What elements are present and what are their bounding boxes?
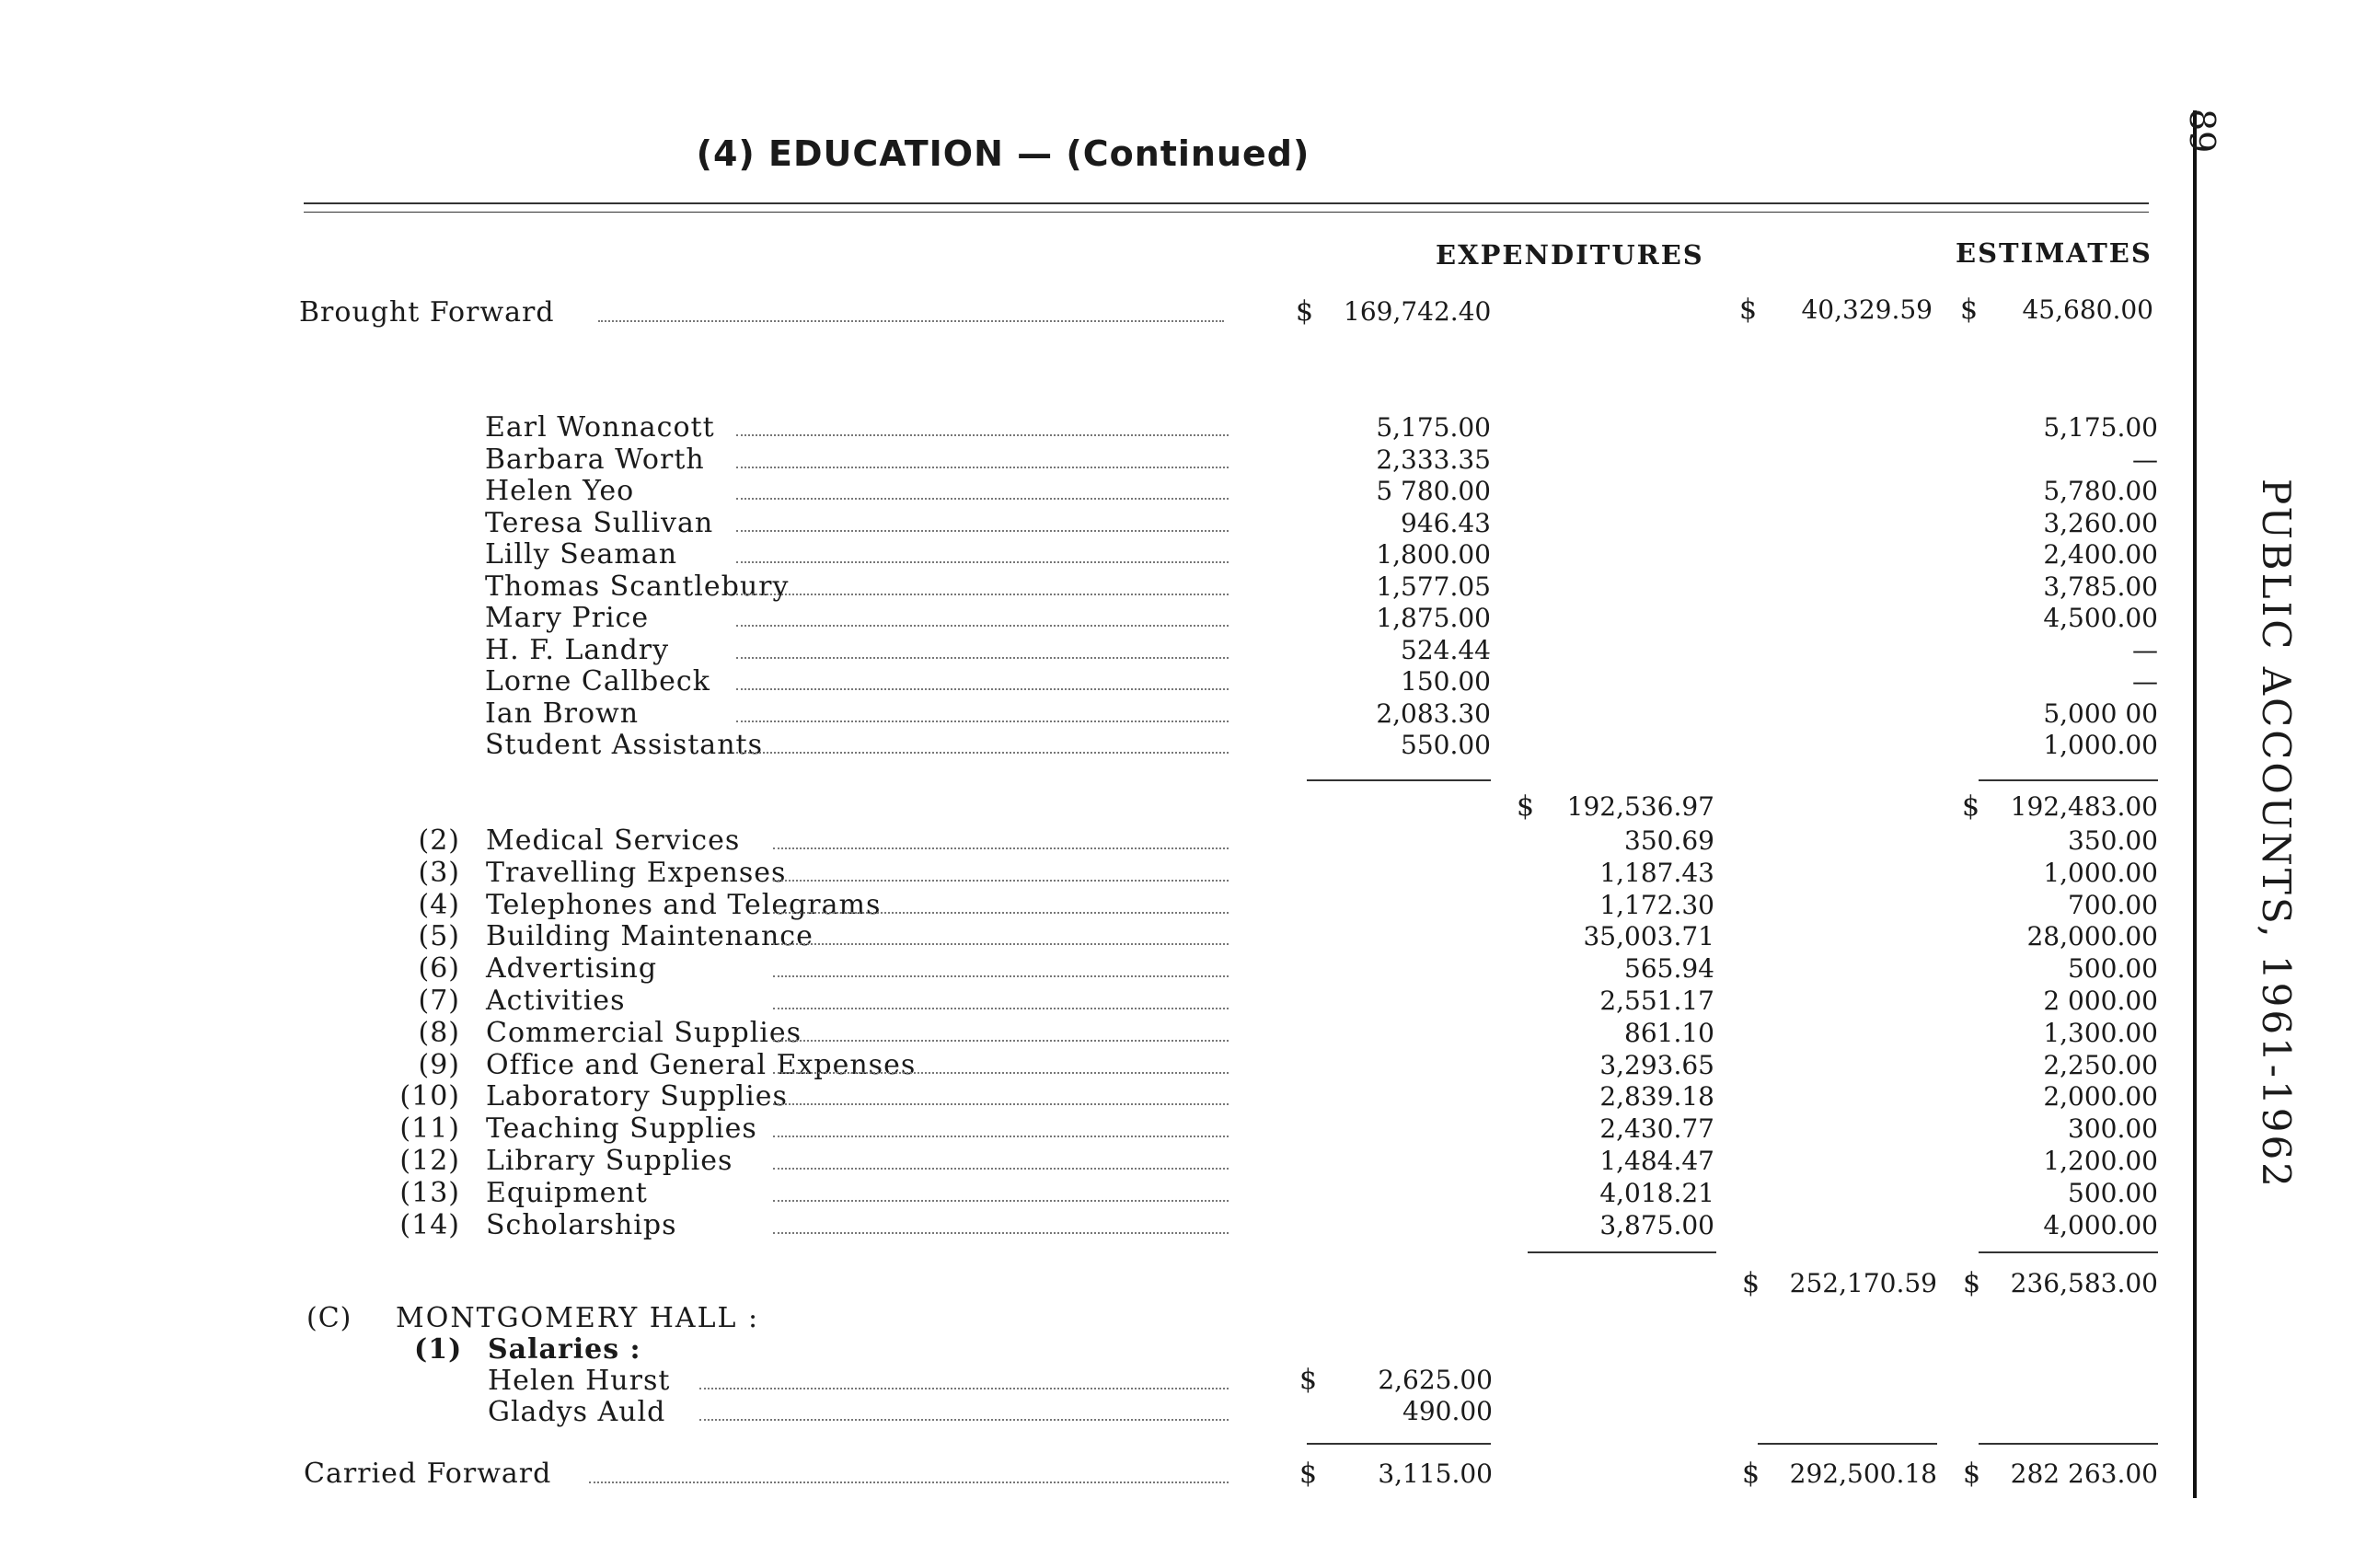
salary-name: Helen Yeo (485, 475, 635, 507)
salary-expenditure: 5,175.00 (1376, 412, 1491, 443)
leader-dots (736, 594, 1229, 595)
salary-name: Thomas Scantlebury (485, 570, 790, 603)
salaries-subheading: Salaries : (488, 1333, 641, 1366)
item-number: (9) (418, 1048, 460, 1081)
salary-expenditure: 550.00 (1401, 730, 1491, 760)
leader-dots (773, 880, 1229, 882)
item-estimate: 28,000.00 (2026, 921, 2158, 952)
salaries-subheading-num: (1) (414, 1333, 463, 1366)
leader-dots (699, 1388, 1229, 1389)
salary-estimate: 5,780.00 (2043, 476, 2158, 506)
salary-estimate: — (2132, 444, 2158, 475)
leader-dots (736, 721, 1229, 722)
item-expenditure: 565.94 (1624, 953, 1714, 985)
currency-symbol: $ (1517, 790, 1535, 823)
salary-name: Earl Wonnacott (485, 411, 715, 444)
item-label: Equipment (486, 1176, 648, 1209)
montgomery-person-expenditure: 490.00 (1402, 1396, 1493, 1426)
montgomery-person-name: Gladys Auld (488, 1396, 666, 1428)
leader-dots (736, 498, 1229, 500)
salary-estimate: 1,000.00 (2043, 730, 2158, 760)
carried-rule (1307, 1443, 1491, 1445)
leader-dots (773, 1040, 1229, 1042)
leader-dots (699, 1419, 1229, 1421)
salary-expenditure: 946.43 (1401, 507, 1491, 538)
margin-rule (2193, 110, 2197, 1498)
item-expenditure: 350.69 (1624, 825, 1714, 856)
leader-dots (736, 688, 1229, 690)
item-number: (10) (399, 1080, 460, 1113)
brought-forward-estimate: 45,680.00 (2022, 294, 2153, 325)
salary-name: Student Assistants (485, 729, 763, 761)
item-expenditure: 1,172.30 (1599, 889, 1714, 920)
expenditures-header: EXPENDITURES (1436, 239, 1704, 271)
salaries-total-estimate: 192,483.00 (2010, 791, 2158, 822)
leader-dots (736, 657, 1229, 659)
leader-dots (736, 561, 1229, 563)
leader-dots (773, 912, 1229, 914)
item-number: (2) (418, 824, 460, 857)
brought-forward-expenditure: 169,742.40 (1344, 296, 1492, 327)
page-number: 89 (2182, 109, 2222, 154)
salary-name: Lilly Seaman (485, 538, 678, 571)
title-rule-1 (304, 202, 2149, 204)
carried-forward-label: Carried Forward (304, 1458, 552, 1490)
carried-forward-total: 292,500.18 (1789, 1458, 1937, 1489)
title-rule-2 (304, 212, 2149, 213)
salary-name: Barbara Worth (485, 443, 705, 476)
leader-dots (773, 1168, 1229, 1170)
item-expenditure: 3,875.00 (1599, 1209, 1714, 1240)
item-estimate: 1,200.00 (2043, 1146, 2158, 1176)
item-label: Scholarships (486, 1208, 677, 1241)
salary-expenditure: 5 780.00 (1376, 476, 1491, 506)
leader-dots (736, 434, 1229, 436)
montgomery-prefix: (C) (306, 1302, 352, 1334)
item-number: (8) (418, 1016, 460, 1049)
salary-estimate: — (2132, 666, 2158, 697)
montgomery-person-expenditure: 2,625.00 (1378, 1365, 1493, 1395)
salary-name: Teresa Sullivan (485, 506, 714, 539)
leader-dots (736, 467, 1229, 468)
leader-dots (773, 943, 1229, 945)
item-number: (6) (418, 952, 460, 986)
montgomery-person-name: Helen Hurst (488, 1365, 671, 1397)
leader-dots (773, 1200, 1229, 1202)
leader-dots (773, 847, 1229, 849)
item-estimate: 2,250.00 (2043, 1049, 2158, 1080)
item-label: Office and General Expenses (486, 1048, 917, 1081)
leader-dots (773, 975, 1229, 977)
carried-rule (1758, 1443, 1937, 1445)
estimates-header: ESTIMATES (1956, 237, 2152, 269)
item-expenditure: 2,839.18 (1599, 1081, 1714, 1113)
item-label: Travelling Expenses (486, 856, 787, 889)
salary-name: Lorne Callbeck (485, 665, 710, 698)
salary-estimate: 2,400.00 (2043, 539, 2158, 570)
item-label: Teaching Supplies (486, 1113, 757, 1146)
items-total-rule (1979, 1251, 2158, 1253)
salary-name: H. F. Landry (485, 633, 670, 666)
item-number: (13) (399, 1176, 460, 1209)
item-number: (12) (399, 1145, 460, 1177)
salary-expenditure: 2,333.35 (1376, 444, 1491, 475)
item-estimate: 1,000.00 (2043, 857, 2158, 888)
leader-dots (773, 1008, 1229, 1009)
leader-dots (736, 625, 1229, 627)
item-estimate: 4,000.00 (2043, 1209, 2158, 1240)
currency-symbol: $ (1742, 1267, 1760, 1299)
side-heading: PUBLIC ACCOUNTS, 1961-1962 (2254, 478, 2299, 1190)
carried-forward-expenditure: 3,115.00 (1378, 1458, 1493, 1489)
item-estimate: 2 000.00 (2043, 986, 2158, 1016)
montgomery-heading: MONTGOMERY HALL : (396, 1302, 760, 1334)
items-total-rule (1528, 1251, 1716, 1253)
item-label: Activities (486, 985, 626, 1017)
leader-dots (589, 1482, 1229, 1483)
leader-dots (773, 1103, 1229, 1105)
salary-expenditure: 1,875.00 (1376, 603, 1491, 633)
item-estimate: 350.00 (2068, 825, 2158, 856)
item-label: Telephones and Telegrams (486, 888, 882, 921)
currency-symbol: $ (1742, 1458, 1760, 1490)
item-number: (3) (418, 856, 460, 889)
currency-symbol: $ (1963, 1267, 1981, 1299)
section-total-estimate: 236,583.00 (2010, 1268, 2158, 1298)
item-estimate: 2,000.00 (2043, 1081, 2158, 1113)
currency-symbol: $ (1296, 295, 1314, 328)
item-number: (7) (418, 985, 460, 1017)
salaries-total-expenditure: 192,536.97 (1566, 791, 1714, 822)
subtotal-rule (1979, 779, 2158, 781)
currency-symbol: $ (1299, 1364, 1318, 1396)
subtotal-rule (1307, 779, 1491, 781)
item-expenditure: 35,003.71 (1583, 921, 1714, 952)
salary-estimate: 5,175.00 (2043, 412, 2158, 443)
salary-expenditure: 150.00 (1401, 666, 1491, 697)
currency-symbol: $ (1299, 1458, 1318, 1490)
salary-name: Ian Brown (485, 697, 640, 730)
carried-forward-estimate: 282 263.00 (2010, 1458, 2158, 1489)
brought-forward-label: Brought Forward (299, 296, 555, 329)
leader-dots (773, 1072, 1229, 1074)
page-title: (4) EDUCATION — (Continued) (696, 133, 1310, 174)
item-label: Building Maintenance (486, 920, 814, 953)
brought-forward-total: 40,329.59 (1801, 294, 1933, 325)
section-total: 252,170.59 (1789, 1268, 1937, 1298)
item-expenditure: 1,187.43 (1599, 857, 1714, 888)
item-expenditure: 1,484.47 (1599, 1146, 1714, 1176)
salary-estimate: 3,260.00 (2043, 507, 2158, 538)
salary-expenditure: 1,800.00 (1376, 539, 1491, 570)
leader-dots (773, 1232, 1229, 1234)
item-estimate: 700.00 (2068, 889, 2158, 920)
leader-dots (736, 752, 1229, 754)
item-estimate: 500.00 (2068, 1177, 2158, 1208)
item-expenditure: 2,430.77 (1599, 1113, 1714, 1145)
leader-dots (736, 530, 1229, 532)
carried-rule (1979, 1443, 2158, 1445)
item-label: Library Supplies (486, 1145, 733, 1177)
salary-expenditure: 524.44 (1401, 634, 1491, 665)
item-expenditure: 861.10 (1624, 1017, 1714, 1048)
currency-symbol: $ (1962, 790, 1980, 823)
item-label: Laboratory Supplies (486, 1080, 788, 1113)
leader-dots (773, 1136, 1229, 1137)
item-estimate: 300.00 (2068, 1113, 2158, 1145)
item-expenditure: 4,018.21 (1599, 1177, 1714, 1208)
item-expenditure: 2,551.17 (1599, 986, 1714, 1016)
item-estimate: 500.00 (2068, 953, 2158, 985)
salary-expenditure: 2,083.30 (1376, 698, 1491, 729)
salary-estimate: 3,785.00 (2043, 571, 2158, 602)
currency-symbol: $ (1960, 294, 1979, 326)
item-estimate: 1,300.00 (2043, 1017, 2158, 1048)
item-number: (5) (418, 920, 460, 953)
item-label: Commercial Supplies (486, 1016, 802, 1049)
salary-name: Mary Price (485, 602, 650, 634)
item-number: (11) (399, 1113, 460, 1146)
currency-symbol: $ (1963, 1458, 1981, 1490)
salary-estimate: 4,500.00 (2043, 603, 2158, 633)
item-expenditure: 3,293.65 (1599, 1049, 1714, 1080)
salary-expenditure: 1,577.05 (1376, 571, 1491, 602)
currency-symbol: $ (1739, 294, 1758, 326)
item-number: (4) (418, 888, 460, 921)
item-number: (14) (399, 1208, 460, 1241)
leader-dots (598, 320, 1224, 322)
item-label: Advertising (486, 952, 658, 986)
item-label: Medical Services (486, 824, 741, 857)
salary-estimate: — (2132, 634, 2158, 665)
salary-estimate: 5,000 00 (2043, 698, 2158, 729)
